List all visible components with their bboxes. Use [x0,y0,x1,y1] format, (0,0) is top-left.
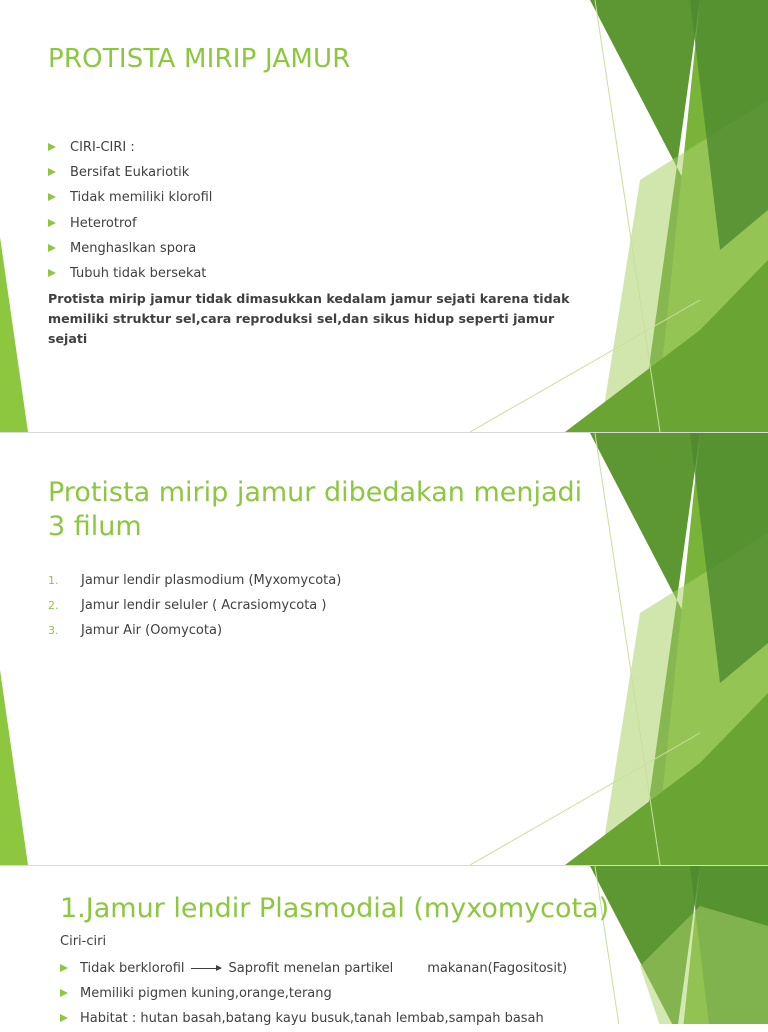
slide-title: PROTISTA MIRIP JAMUR [48,44,351,74]
list-item: 1. Jamur lendir plasmodium (Myxomycota) [48,568,341,593]
list-item: CIRI-CIRI : [48,135,212,160]
bullet-triangle-icon [48,193,56,201]
slide-subtitle: Ciri-ciri [60,934,107,949]
list-item: Bersifat Eukariotik [48,160,212,185]
slide-1 [0,0,768,432]
slide-title: 1.Jamur lendir Plasmodial (myxomycota) [60,893,610,924]
list-item: 3. Jamur Air (Oomycota) [48,618,341,643]
list-number: 1. [48,574,59,587]
list-item: Menghaslkan spora [48,236,212,261]
bullet-triangle-icon [48,143,56,151]
bullet-triangle-icon [60,989,68,997]
bullet-triangle-icon [48,219,56,227]
list-item: Tidak berklorofil Saprofit menelan partikel makanan(Fagositosit) [60,956,567,981]
slide-title: Protista mirip jamur dibedakan menjadi 3 filum [48,477,583,542]
note-line: memiliki struktur sel,cara reproduksi sel,dan sikus hidup seperti jamur sejati [48,311,555,346]
note-line: Protista mirip jamur tidak dimasukkan kedalam jamur sejati karena tidak [48,291,570,306]
bullet-triangle-icon [60,1014,68,1022]
bullet-triangle-icon [48,168,56,176]
list-item: Tidak memiliki klorofil [48,185,212,210]
bullet-list [48,135,212,286]
bullet-triangle-icon [48,269,56,277]
list-item: Memiliki pigmen kuning,orange,terang [60,981,567,1006]
list-item: Heterotrof [48,211,212,236]
list-item: Tubuh tidak bersekat [48,261,212,286]
bullet-triangle-icon [60,964,68,972]
bullet-list [60,956,567,1032]
list-item: 2. Jamur lendir seluler ( Acrasiomycota ) [48,593,341,618]
bullet-triangle-icon [48,244,56,252]
left-accent-triangle [0,670,28,865]
arrow-right-icon [191,968,221,969]
numbered-list [48,568,341,644]
note-paragraph [48,289,588,349]
list-number: 3. [48,624,59,638]
left-accent-triangle [0,237,28,432]
list-item: Habitat : hutan basah,batang kayu busuk,tanah lembab,sampah basah [60,1006,567,1031]
list-number: 2. [48,599,59,613]
